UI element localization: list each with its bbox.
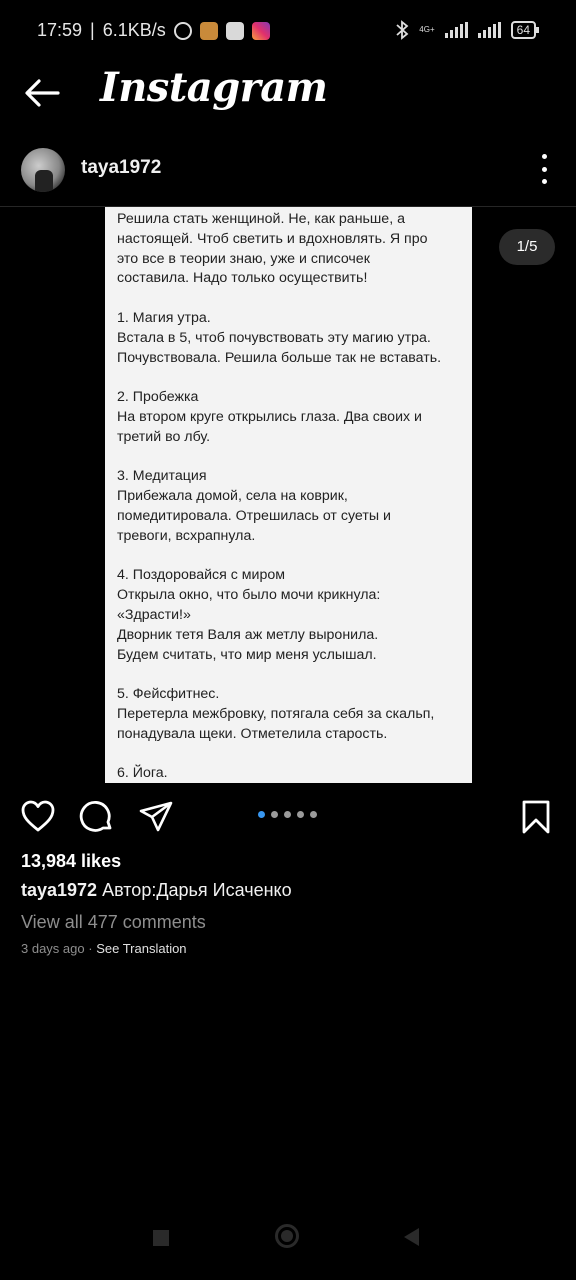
carousel-dot-active: [258, 811, 265, 818]
status-separator: |: [90, 20, 95, 40]
bookmark-icon: [518, 799, 554, 835]
post-caption: [21, 880, 292, 901]
app-notification-icon: [200, 22, 218, 40]
view-comments-link[interactable]: View all 477 comments: [21, 912, 206, 932]
send-icon: [138, 799, 174, 835]
post-actions: [0, 795, 576, 841]
carousel-indicator: [258, 811, 317, 818]
heart-icon: [20, 799, 56, 835]
carousel-dot: [271, 811, 278, 818]
more-options-button[interactable]: [536, 154, 552, 184]
signal-icon: [445, 22, 468, 38]
share-button[interactable]: [138, 799, 174, 835]
meta-separator: ·: [88, 941, 93, 956]
avatar[interactable]: [21, 148, 65, 192]
bluetooth-icon: [395, 20, 409, 40]
video-app-icon: [226, 22, 244, 40]
note-text: Решила стать женщиной. Не, как раньше, а настоящей. Чтоб светить и вдохновлять. Я про это все в теории знаю, уже и списочек составила. Надо только осуществить! 1. Магия утра. Встала в 5, чтоб почувствовать эту магию утра. Почувствовала. Решила больше так не вставать. 2. Пробежка На втором круге открылись глаза. Два своих и третий во лбу. 3. Медитация Прибежала домой, села на коврик, помедитировала. Отрешилась от суеты и тревоги, всхрапнула. 4. Поздоровайся с миром Открыла окно, что было мочи крикнула: «Здрасти!» Дворник тетя Валя аж метлу выронила. Будем считать, что мир меня услышал. 5. Фейсфитнес. Перетерла межбровку, потягала себя за скальп, понадувала щеки. Отметелила старость. 6. Йога.: [117, 211, 442, 782]
post-header: [0, 140, 576, 206]
back-arrow-icon: [22, 76, 62, 110]
more-dot-icon: [542, 167, 547, 172]
save-button[interactable]: [518, 799, 554, 835]
instagram-logo: Instagram: [100, 64, 328, 111]
more-dot-icon: [542, 154, 547, 159]
slide-counter: 1/5: [499, 229, 555, 265]
caption-text: Автор:Дарья Исаченко: [102, 880, 292, 900]
see-translation-link[interactable]: See Translation: [96, 941, 187, 956]
carousel-dot: [297, 811, 304, 818]
battery-level: 64: [516, 23, 530, 37]
like-button[interactable]: [20, 799, 56, 835]
home-button[interactable]: [275, 1224, 299, 1248]
network-type-label: 4G+: [419, 25, 435, 34]
back-button[interactable]: [22, 76, 62, 110]
caption-username[interactable]: taya1972: [21, 880, 98, 900]
wifi-icon: [478, 22, 501, 38]
post-username[interactable]: taya1972: [81, 157, 162, 178]
status-time: 17:59: [37, 20, 83, 40]
likes-count[interactable]: 13,984 likes: [21, 851, 122, 871]
post-time: 3 days ago: [21, 941, 85, 956]
status-left: [37, 20, 270, 41]
status-right: [395, 20, 536, 40]
comment-icon: [79, 799, 115, 835]
network-speed: 6.1KB/s: [102, 20, 166, 40]
comment-button[interactable]: [79, 799, 115, 835]
recent-apps-button[interactable]: [153, 1230, 169, 1246]
note-screenshot: [105, 207, 472, 783]
system-back-button[interactable]: [404, 1228, 419, 1246]
post-meta: [21, 941, 187, 956]
system-nav-bar: [0, 1208, 576, 1280]
alarm-icon: [174, 22, 192, 40]
more-dot-icon: [542, 179, 547, 184]
carousel-dot: [284, 811, 291, 818]
status-bar: [0, 0, 576, 62]
battery-icon: [511, 21, 536, 39]
network-type: [419, 26, 434, 34]
app-header: [0, 62, 576, 132]
post-image[interactable]: [0, 207, 576, 783]
instagram-icon: [252, 22, 270, 40]
carousel-dot: [310, 811, 317, 818]
